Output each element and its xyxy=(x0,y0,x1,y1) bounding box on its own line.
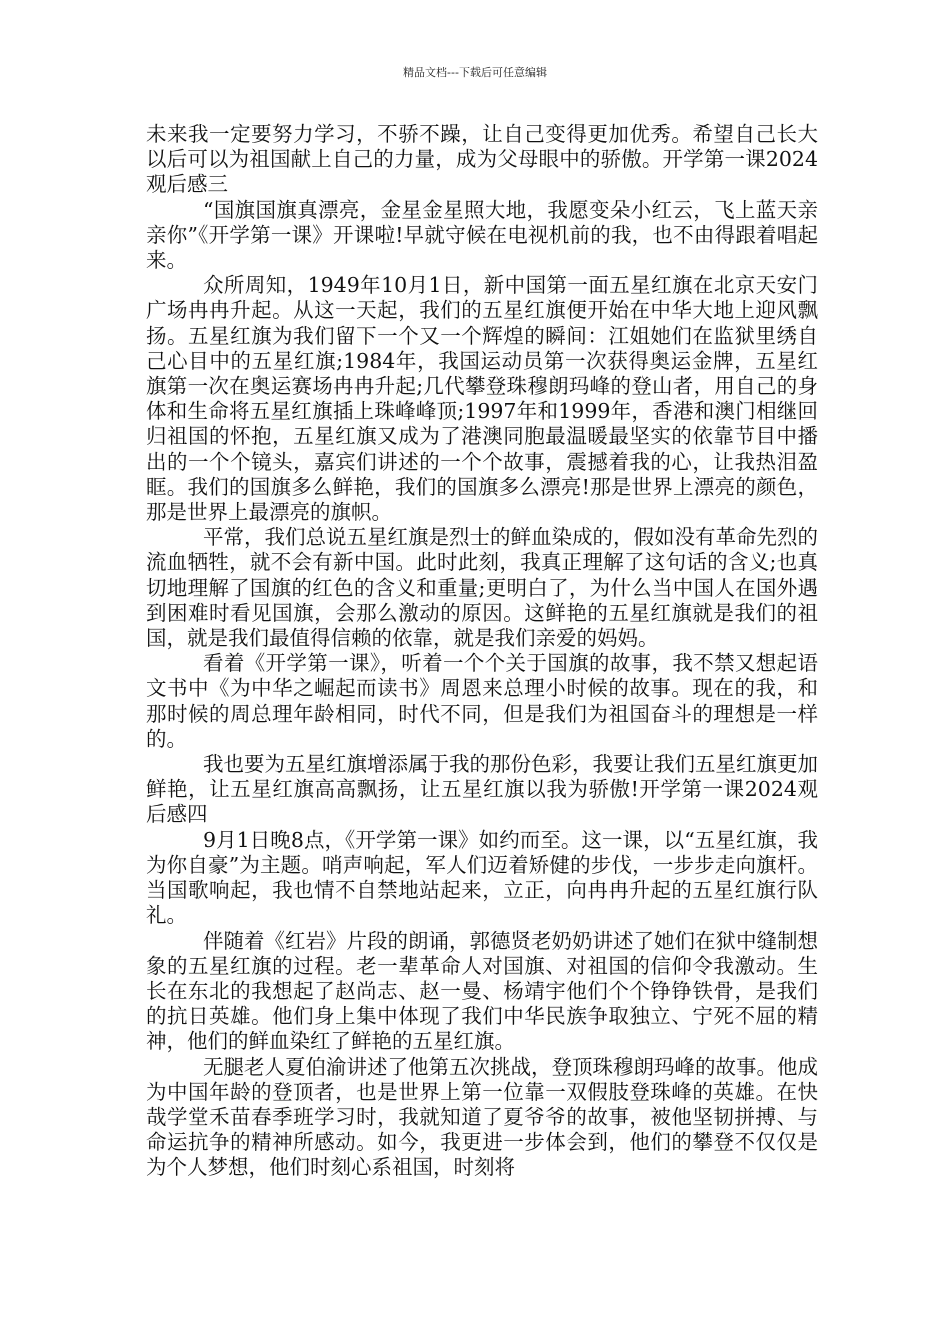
paragraph-2: “国旗国旗真漂亮，金星金星照大地，我愿变朵小红云，飞上蓝天亲亲你”《开学第一课》开课啦!早就守候在电视机前的我，也不由得跟着唱起来。 xyxy=(146,197,818,273)
paragraph-4: 平常，我们总说五星红旗是烈士的鲜血染成的，假如没有革命先烈的流血牺牲，就不会有新中国。此时此刻，我真正理解了这句话的含义;也真切地理解了国旗的红色的含义和重量;更明白了，为什么当中国人在国外遇到困难时看见国旗，会那么激动的原因。这鲜艳的五星红旗就是我们的祖国，就是我们最值得信赖的依靠，就是我们亲爱的妈妈。 xyxy=(146,525,818,651)
page-header: 精品文档---下载后可任意编辑 xyxy=(403,66,547,79)
paragraph-9: 无腿老人夏伯渝讲述了他第五次挑战，登顶珠穆朗玛峰的故事。他成为中国年龄的登顶者，也是世界上第一位靠一双假肢登珠峰的英雄。在快哉学堂禾苗春季班学习时，我就知道了夏爷爷的故事，被他坚韧拼搏、与命运抗争的精神所感动。如今，我更进一步体会到，他们的攀登不仅仅是为个人梦想，他们时刻心系祖国，时刻将 xyxy=(146,1054,818,1180)
document-body xyxy=(146,122,818,1181)
paragraph-6: 我也要为五星红旗增添属于我的那份色彩，我要让我们五星红旗更加鲜艳，让五星红旗高高飘扬，让五星红旗以我为骄傲!开学第一课2024观后感四 xyxy=(146,752,818,827)
paragraph-1: 未来我一定要努力学习，不骄不躁，让自己变得更加优秀。希望自己长大以后可以为祖国献上自己的力量，成为父母眼中的骄傲。开学第一课2024观后感三 xyxy=(146,122,818,197)
paragraph-5: 看着《开学第一课》，听着一个个关于国旗的故事，我不禁又想起语文书中《为中华之崛起而读书》周恩来总理小时候的故事。现在的我，和那时候的周总理年龄相同，时代不同，但是我们为祖国奋斗的理想是一样的。 xyxy=(146,651,818,751)
paragraph-8: 伴随着《红岩》片段的朗诵，郭德贤老奶奶讲述了她们在狱中缝制想象的五星红旗的过程。老一辈革命人对国旗、对祖国的信仰令我激动。生长在东北的我想起了赵尚志、赵一曼、杨靖宇他们个个铮铮铁骨，是我们的抗日英雄。他们身上集中体现了我们中华民族争取独立、宁死不屈的精神，他们的鲜血染红了鲜艳的五星红旗。 xyxy=(146,928,818,1054)
paragraph-7: 9月1日晚8点，《开学第一课》如约而至。这一课，以“五星红旗，我为你自豪”为主题。哨声响起，军人们迈着矫健的步伐，一步步走向旗杆。当国歌响起，我也情不自禁地站起来，立正，向冉冉升起的五星红旗行队礼。 xyxy=(146,827,818,928)
paragraph-3: 众所周知，1949年10月1日，新中国第一面五星红旗在北京天安门广场冉冉升起。从这一天起，我们的五星红旗便开始在中华大地上迎风飘扬。五星红旗为我们留下一个又一个辉煌的瞬间：江姐她们在监狱里绣自己心目中的五星红旗;1984年，我国运动员第一次获得奥运金牌，五星红旗第一次在奥运赛场冉冉升起;几代攀登珠穆朗玛峰的登山者，用自己的身体和生命将五星红旗插上珠峰峰顶;1997年和1999年，香港和澳门相继回归祖国的怀抱，五星红旗又成为了港澳同胞最温暖最坚实的依靠节目中播出的一个个镜头，嘉宾们讲述的一个个故事，震撼着我的心，让我热泪盈眶。我们的国旗多么鲜艳，我们的国旗多么漂亮!那是世界上漂亮的颜色，那是世界上最漂亮的旗帜。 xyxy=(146,273,818,525)
